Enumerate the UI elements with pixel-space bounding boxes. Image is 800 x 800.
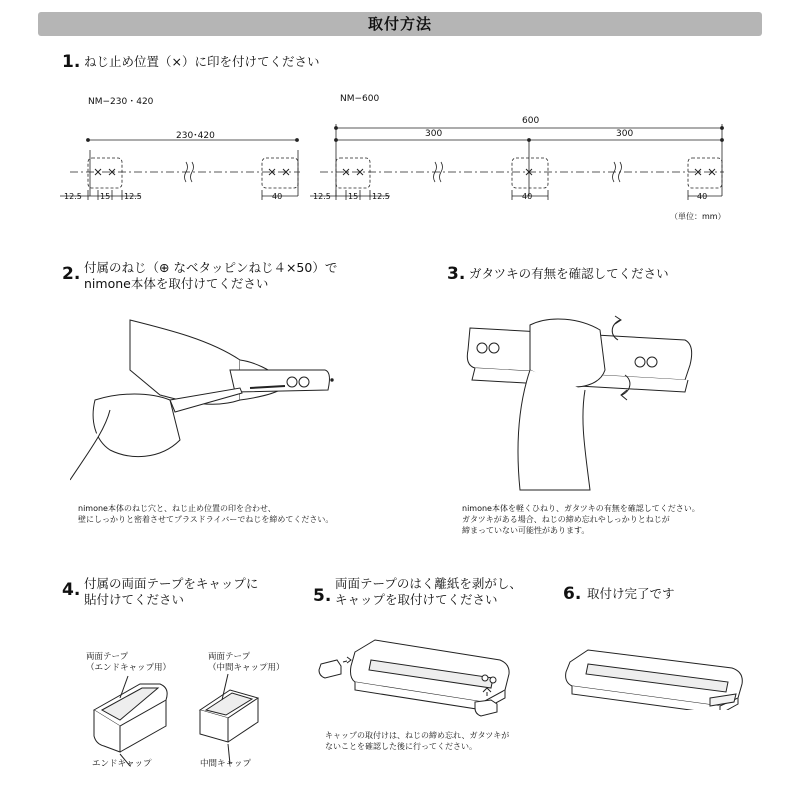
right-dim-5: 40 (697, 192, 708, 201)
step4-caps-illustration (80, 670, 280, 770)
step3-caption-line3: 締まっていない可能性があります。 (462, 526, 590, 535)
left-dim-1: 12.5 (64, 192, 82, 201)
step2-install-illustration (70, 300, 370, 500)
step4-text-line2: 貼付けてください (84, 592, 185, 607)
step5-text-line1: 両面テープのはく離紙を剥がし、 (335, 576, 522, 591)
right-dim-3: 12.5 (372, 192, 390, 201)
step5-cap-attach-illustration (315, 630, 530, 720)
step5-number: 5. (313, 586, 332, 606)
step3-check-illustration (460, 310, 710, 500)
step5-text-line2: キャップを取付けてください (335, 592, 498, 607)
step1-dimension-diagram (0, 0, 800, 230)
right-dim-4: 40 (522, 192, 533, 201)
right-model-label: NM−600 (340, 94, 380, 104)
left-model-label: NM−230・420 (88, 97, 154, 107)
right-half-dim-2: 300 (616, 129, 634, 139)
step3-number: 3. (447, 264, 466, 284)
step2-caption-line1: nimone本体のねじ穴と、ねじ止め位置の印を合わせ、 (78, 504, 276, 513)
step3-caption-line1: nimone本体を軽くひねり、ガタツキの有無を確認してください。 (462, 504, 700, 513)
left-dim-3: 12.5 (124, 192, 142, 201)
left-dim-4: 40 (272, 192, 283, 201)
step2-number: 2. (62, 264, 81, 284)
step2-text-line2: nimone本体を取付けてください (84, 276, 269, 291)
end-cap-label: エンドキャップ (92, 759, 152, 769)
step4-text-line1: 付属の両面テープをキャップに (84, 576, 259, 591)
tape-mid-label-line1: 両面テープ (208, 652, 251, 662)
right-total-dim: 600 (522, 116, 540, 126)
step2-text-line1: 付属のねじ（⊕ なベタッピンねじ４×50）で (84, 260, 338, 275)
step4-number: 4. (62, 580, 81, 600)
left-dim-2: 15 (100, 192, 111, 201)
right-dim-1: 12.5 (313, 192, 331, 201)
step5-caption-line2: ないことを確認した後に行ってください。 (325, 742, 477, 751)
step5-caption-line1: キャップの取付けは、ねじの締め忘れ、ガタツキが (325, 731, 510, 740)
step1-number: 1. (62, 52, 81, 72)
right-dim-2: 15 (348, 192, 359, 201)
tape-end-label-line1: 両面テープ (86, 652, 129, 662)
step3-caption-line2: ガタツキがある場合、ねじの締め忘れやしっかりとねじが (462, 515, 670, 524)
step2-caption-line2: 壁にしっかりと密着させてプラスドライバーでねじを締めてください。 (78, 515, 334, 524)
unit-label: （単位：mm） (670, 212, 726, 221)
step3-text: ガタツキの有無を確認してください (469, 266, 669, 281)
step6-text: 取付け完了です (587, 586, 675, 601)
right-half-dim-1: 300 (425, 129, 443, 139)
tape-end-label-line2: （エンドキャップ用） (86, 663, 172, 673)
left-total-dim: 230･420 (176, 131, 215, 141)
step1-text: ねじ止め位置（×）に印を付けてください (84, 54, 320, 69)
step6-number: 6. (563, 584, 582, 604)
step6-complete-illustration (560, 640, 760, 710)
page-title: 取付方法 (38, 12, 762, 36)
mid-cap-label: 中間キャップ (200, 759, 252, 769)
tape-mid-label-line2: （中間キャップ用） (208, 663, 285, 673)
